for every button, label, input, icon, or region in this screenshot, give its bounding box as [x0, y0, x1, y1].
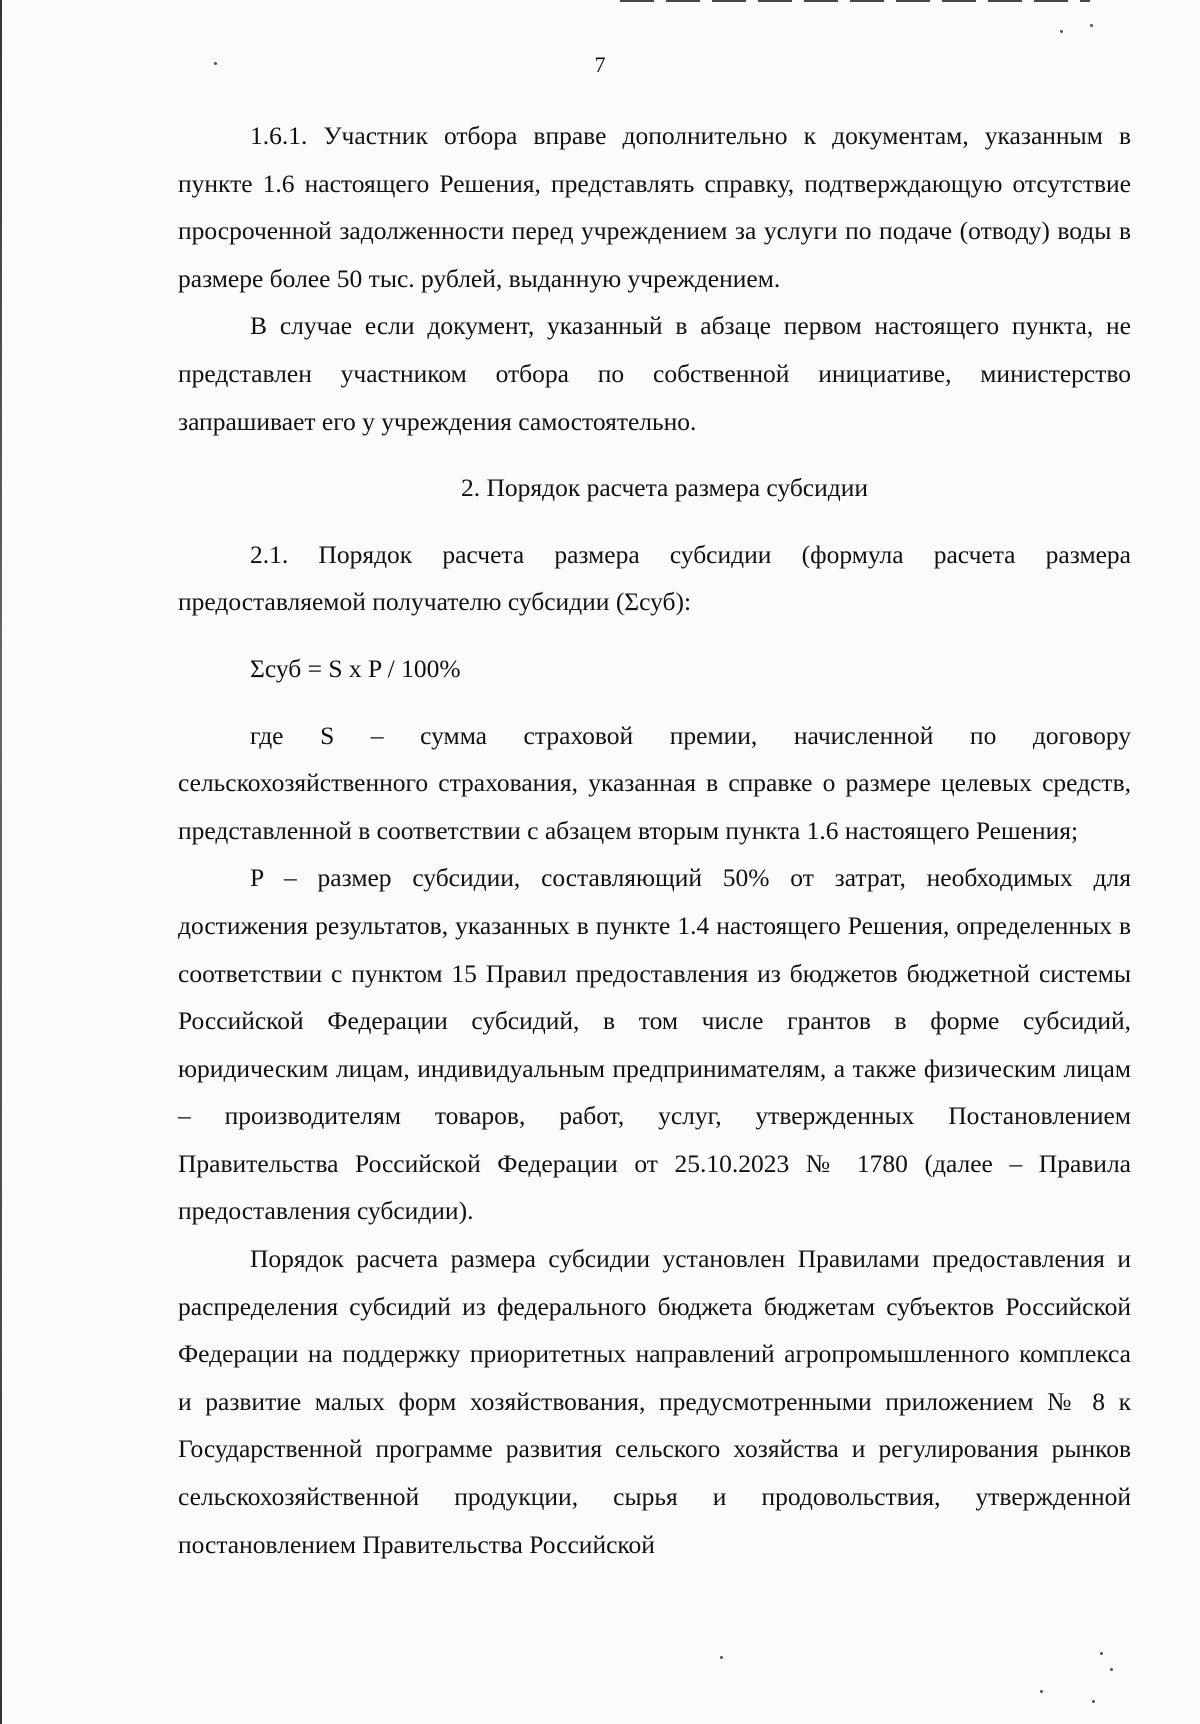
paragraph-request-note: В случае если документ, указанный в абзаце первом настоящего пункта, не представлен участником отбора по собственной инициативе, министерство запрашивает его у учреждения самостоятельно.	[178, 311, 1131, 436]
formula-spacer	[178, 693, 1131, 712]
paragraph-1-6-1: 1.6.1. Участник отбора вправе дополнительно к документам, указанным в пункте 1.6 настоящего Решения, представлять справку, подтверждающую отсутствие просроченной задолженности перед учреждением за услуги по подаче (отводу) воды в размере более 50 тыс. рублей, выданную учреждением.	[178, 121, 1131, 293]
paragraph-p-definition: P – размер субсидии, составляющий 50% от затрат, необходимых для достижения результатов, указанных в пункте 1.4 настоящего Решения, определенных в соответствии с пунктом 15 Правил предоставления из бюджетов бюджетной системы Российской Федерации субсидий, в том числе грантов в форме субсидий, юридическим лицам, индивидуальным предпринимателям, а также физическим лицам – производителям товаров, работ, услуг, утвержденных Постановлением Правительства Российской Федерации от 25.10.2023 № 1780 (далее – Правила предоставления субсидии).	[178, 863, 1131, 1226]
section-spacer	[178, 445, 1131, 464]
scan-speck	[1110, 1668, 1113, 1671]
scan-speck	[214, 62, 217, 65]
section-spacer	[178, 512, 1131, 531]
scan-speck	[1100, 1652, 1103, 1655]
formula-spacer	[178, 626, 1131, 645]
paragraph-2-1: 2.1. Порядок расчета размера субсидии (формула расчета размера предоставляемой получателю субсидии (Σсуб):	[178, 539, 1131, 617]
scan-left-edge	[0, 0, 2, 1724]
paragraph-calculation-order: Порядок расчета размера субсидии установлен Правилами предоставления и распределения субсидий из федерального бюджета бюджетам субъектов Российской Федерации на поддержку приоритетных направлений агропромышленного комплекса и развитие малых форм хозяйствования, предусмотренными приложением № 8 к Государственной программе развития сельского хозяйства и регулирования рынков сельскохозяйственной продукции, сырья и продовольствия, утвержденной постановлением Правительства Российской	[178, 1244, 1131, 1559]
scan-speck	[1092, 1700, 1095, 1703]
document-body	[178, 112, 1131, 1568]
scan-top-rule	[620, 0, 1090, 2]
scan-speck	[720, 1656, 723, 1659]
scan-speck	[1090, 24, 1093, 27]
scan-speck	[1040, 1690, 1043, 1693]
subsidy-formula: Σсуб = S x P / 100%	[250, 653, 461, 683]
section-heading: 2. Порядок расчета размера субсидии	[460, 473, 869, 503]
page-number: 7	[594, 52, 606, 77]
paragraph-s-definition: где S – сумма страховой премии, начисленной по договору сельскохозяйственного страхования, указанная в справке о размере целевых средств, представленной в соответствии с абзацем вторым пункта 1.6 настоящего Решения;	[178, 720, 1131, 845]
scan-speck	[1060, 30, 1063, 33]
